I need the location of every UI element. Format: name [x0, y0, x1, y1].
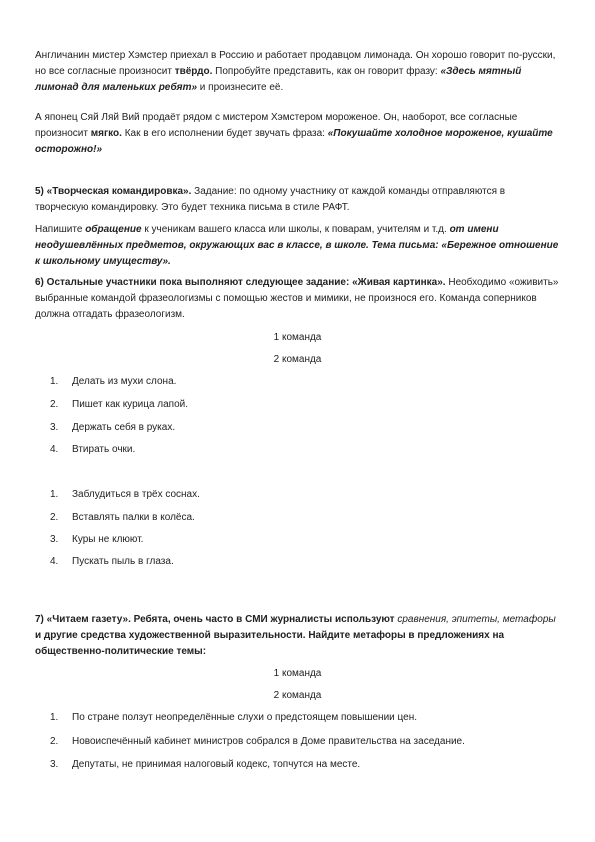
bold-italic-text: от имени неодушевлённых предметов, окружающих вас в классе, в школе. Тема письма: «Бережное отношение к школьному имуществу».	[35, 224, 559, 267]
phrase-italic: «Здесь мятный лимонад для маленьких ребят»	[35, 66, 522, 93]
text: Англичанин мистер Хэмстер приехал в Россию и работает продавцом лимонада. Он хорошо говорит по-русски, но все согласные произносит	[35, 50, 556, 77]
list-item: 1. Делать из мухи слона.	[50, 376, 177, 387]
text: и произнесите её.	[197, 82, 284, 93]
section-title: 7) «Читаем газету». Ребята, очень часто в СМИ журналисты используют	[35, 614, 398, 625]
bold-text: мягко.	[90, 128, 122, 139]
list-item: 3. Депутаты, не принимая налоговый кодекс, топчутся на месте.	[50, 759, 361, 770]
team-1-heading: 1 команда	[273, 668, 322, 679]
bold-text: твёрдо.	[174, 66, 213, 77]
section-5	[35, 184, 560, 216]
text: А японец Сяй Ляй Вий продаёт рядом с мистером Хэмстером мороженое. Он, наоборот, все согласные произносит	[35, 112, 518, 139]
list-item: 3. Держать себя в руках.	[50, 422, 176, 433]
section-6	[35, 275, 560, 323]
phrase-italic: «Покушайте холодное мороженое, кушайте осторожно!»	[35, 128, 553, 155]
list-item: 3. Куры не клюют.	[50, 534, 144, 545]
section-text: и другие средства художественной выразительности. Найдите метафоры в предложениях на общественно-политические темы:	[35, 630, 505, 657]
paragraph-japanese	[35, 110, 560, 158]
text: Как в его исполнении будет звучать фраза:	[121, 128, 328, 139]
paragraph-appeal	[35, 222, 560, 270]
list-item: 4. Пускать пыль в глаза.	[50, 556, 174, 567]
italic-text: сравнения, эпитеты, метафоры	[397, 614, 556, 625]
section-7	[35, 612, 560, 660]
list-item: 4. Втирать очки.	[50, 444, 136, 455]
list-item: 2. Вставлять палки в колёса.	[50, 512, 195, 523]
list-item: 2. Новоиспечённый кабинет министров собрался в Доме правительства на заседание.	[50, 736, 465, 747]
team-2-heading: 2 команда	[273, 690, 322, 701]
text: Напишите	[35, 224, 86, 235]
paragraph-hamster	[35, 48, 560, 96]
team-2-heading: 2 команда	[273, 354, 322, 365]
list-item: 1. Заблудиться в трёх соснах.	[50, 489, 200, 500]
text: Попробуйте представить, как он говорит фразу:	[212, 66, 441, 77]
section-title: 6) Остальные участники пока выполняют следующее задание: «Живая картинка».	[35, 277, 446, 288]
section-text: Необходимо «оживить» выбранные командой фразеологизмы с помощью жестов и мимики, не произнося его. Команда соперников должна отгадать фразеологизм.	[35, 277, 559, 320]
section-title: 5) «Творческая командировка».	[35, 186, 192, 197]
bold-italic-text: обращение	[85, 224, 142, 235]
text: к ученикам вашего класса или школы, к поварам, учителям и т.д.	[141, 224, 450, 235]
list-item: 1. По стране ползут неопределённые слухи о предстоящем повышении цен.	[50, 712, 417, 723]
list-item: 2. Пишет как курица лапой.	[50, 399, 189, 410]
section-text: Задание: по одному участнику от каждой команды отправляются в творческую командировку. Это будет техника письма в стиле РАФТ.	[35, 186, 506, 213]
team-1-heading: 1 команда	[273, 332, 322, 343]
